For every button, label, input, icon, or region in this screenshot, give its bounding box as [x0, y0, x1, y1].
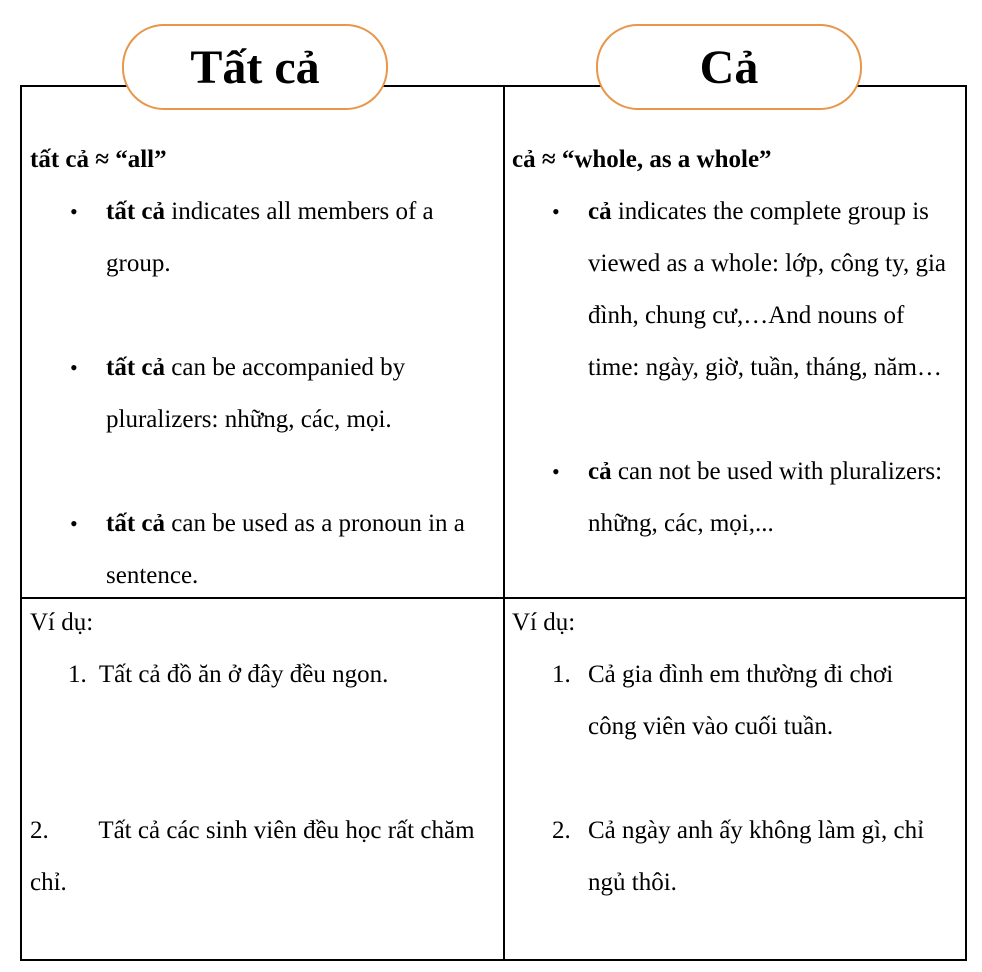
- list-item: • cả indicates the complete group is viewed as a whole: lớp, công ty, gia đình, chung cư,…And nouns of time: ngày, giờ, tuần, tháng, năm…: [588, 186, 958, 394]
- left-bullet-list: [106, 186, 501, 602]
- list-item: • tất cả indicates all members of a group.: [106, 186, 501, 290]
- table-row-divider: [20, 597, 967, 599]
- right-bullet-list: [588, 186, 958, 550]
- header-ca: [596, 24, 862, 110]
- right-definition-cell: [512, 134, 962, 550]
- header-tat-ca: [122, 24, 388, 110]
- table-bottom-border: [20, 959, 967, 961]
- table-right-border: [965, 85, 967, 961]
- right-example-label: Ví dụ:: [512, 609, 576, 636]
- header-ca-label: Cả: [699, 40, 759, 94]
- list-item: • tất cả can be used as a pronoun in a sentence.: [106, 498, 501, 602]
- left-examples-cell: [30, 597, 500, 909]
- left-definition-cell: [30, 134, 500, 602]
- left-definition-heading: [30, 134, 500, 186]
- header-tat-ca-label: Tất cả: [190, 40, 320, 94]
- left-definition-gloss: ≈ “all”: [95, 146, 167, 173]
- right-example-2: 2. Cả ngày anh ấy không làm gì, chỉ ngủ thôi.: [552, 817, 925, 896]
- left-example-2: 2. Tất cả các sinh viên đều học rất chăm chỉ.: [30, 817, 475, 896]
- right-examples-cell: [512, 597, 962, 909]
- left-definition-term: tất cả: [30, 146, 89, 173]
- right-definition-gloss: ≈ “whole, as a whole”: [541, 146, 772, 173]
- list-item: • tất cả can be accompanied by pluralizers: những, các, mọi.: [106, 342, 501, 446]
- right-example-1: 1. Cả gia đình em thường đi chơi công viên vào cuối tuần.: [552, 661, 894, 740]
- left-example-label: Ví dụ:: [30, 609, 94, 636]
- right-definition-heading: [512, 134, 962, 186]
- right-definition-term: cả: [512, 146, 536, 173]
- left-example-1: 1. Tất cả đồ ăn ở đây đều ngon.: [68, 661, 389, 688]
- table-center-divider: [503, 85, 505, 961]
- list-item: • cả can not be used with pluralizers: những, các, mọi,...: [588, 446, 958, 550]
- table-left-border: [20, 85, 22, 961]
